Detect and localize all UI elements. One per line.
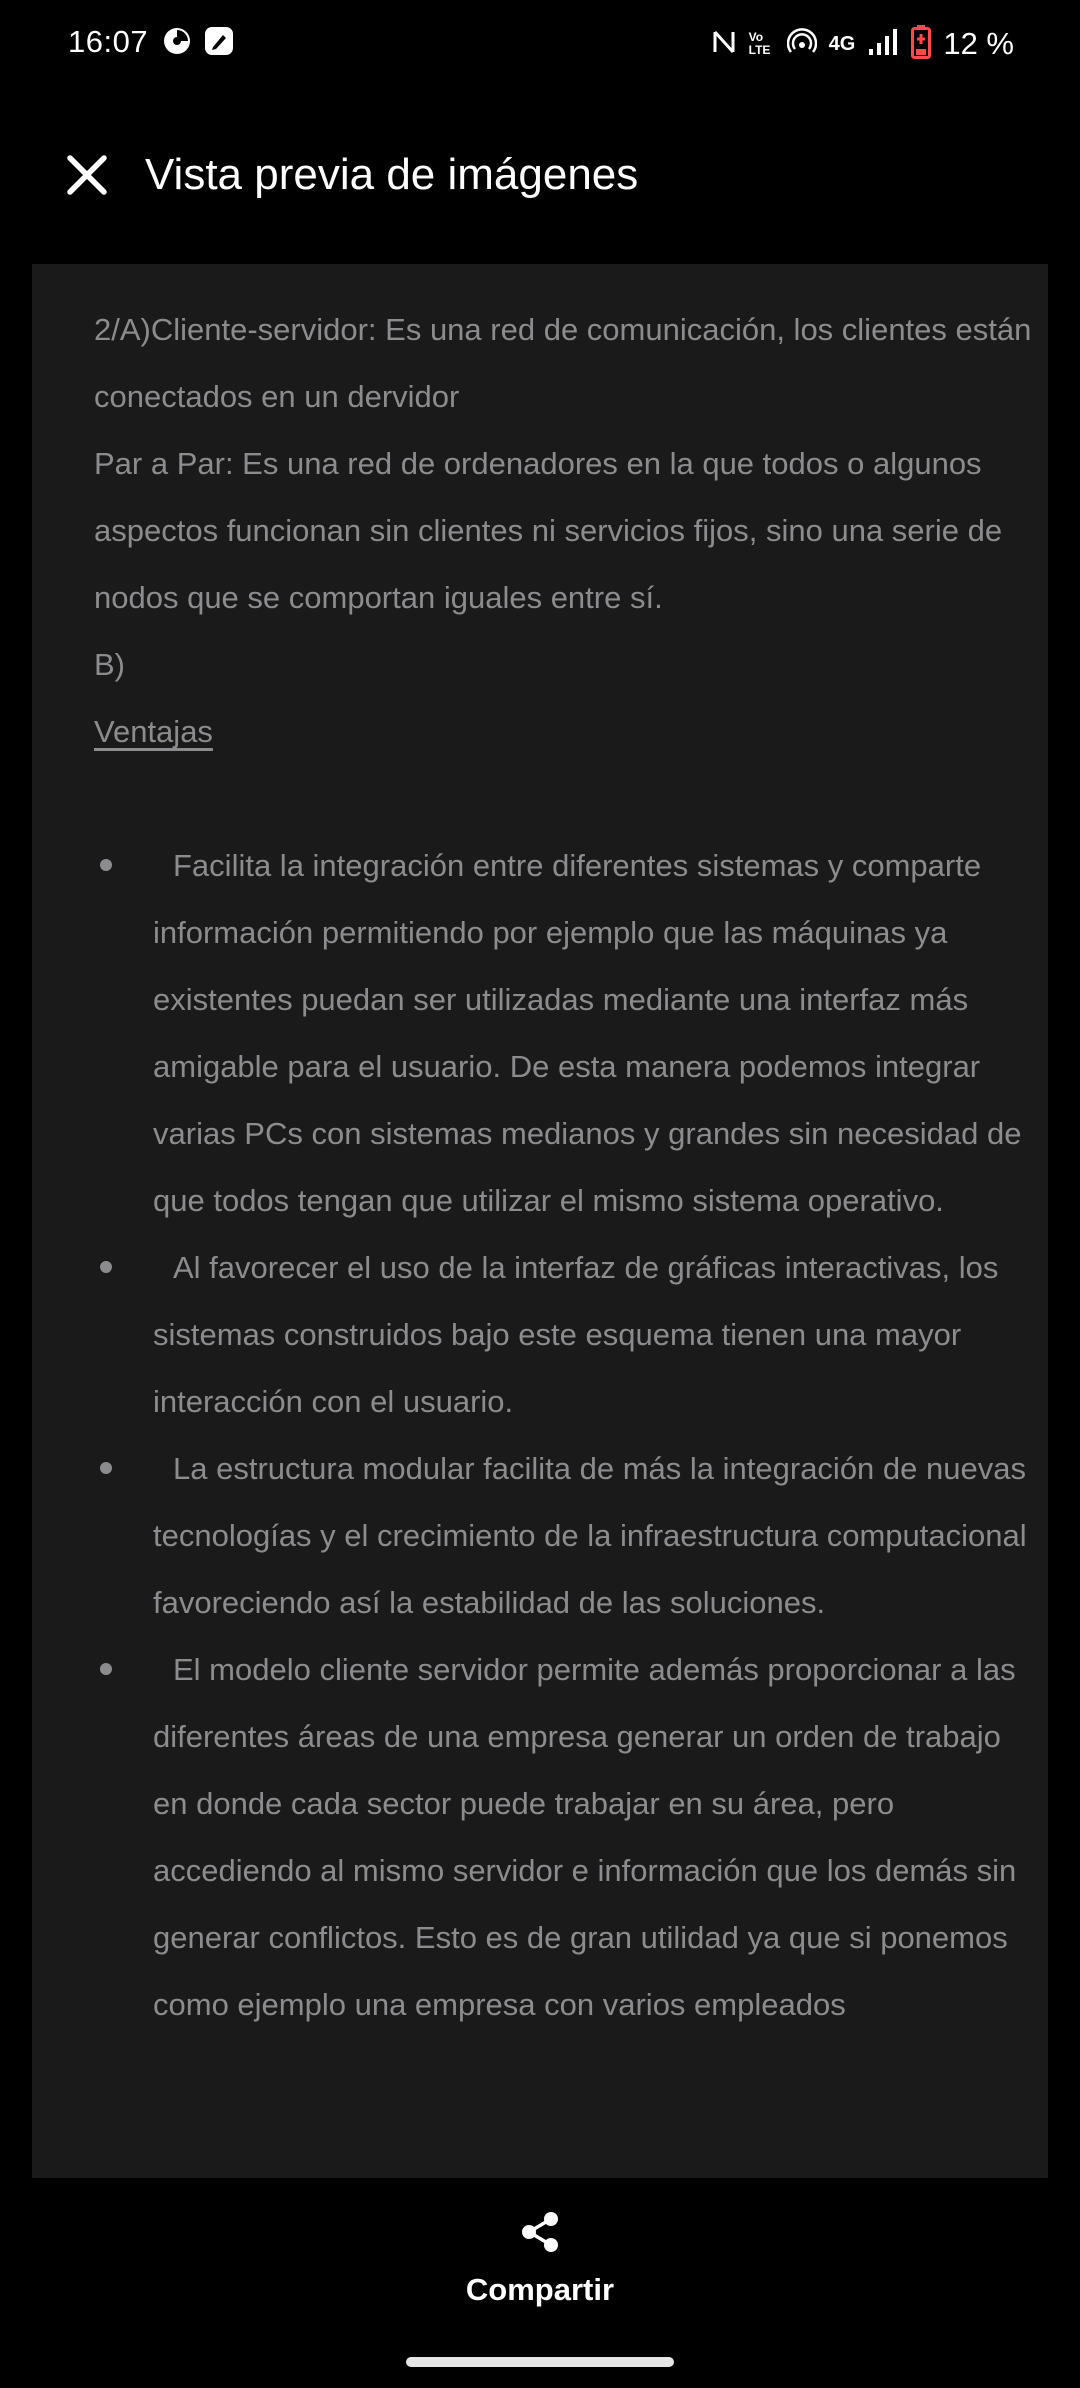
advantages-list [94,832,1034,2038]
image-preview[interactable] [32,264,1048,2194]
network-type: 4G [828,32,856,55]
bullet-icon [100,1663,112,1675]
share-button[interactable] [440,2208,640,2318]
share-label: Compartir [465,2272,615,2307]
bullet-icon [100,1462,112,1474]
bullet-icon [100,1261,112,1273]
close-icon [58,146,116,204]
battery-percent: 12 % [943,26,1014,61]
status-icons [711,24,1014,64]
hotspot-icon [787,27,817,62]
list-item: Facilita la integración entre diferentes sistemas y comparte información permitiendo por ejemplo que las máquinas ya existentes puedan ser utilizadas mediante una interfaz más amigable para el usuario. De esta manera podemos integrar varias PCs con sistemas medianos y grandes sin necesidad de que todos tengan que utilizar el mismo sistema operativo. [94,832,1034,1234]
paragraph-b: B) [94,647,125,682]
app-bar [0,120,1080,240]
app-icon-2 [204,26,234,56]
heading-ventajas: Ventajas [94,714,213,749]
list-item: El modelo cliente servidor permite además proporcionar a las diferentes áreas de una empresa generar un orden de trabajo en donde cada sector puede trabajar en su área, pero accediendo al mismo servidor e información que los demás sin generar conflictos. Esto es de gran utilidad ya que si ponemos como ejemplo una empresa con varios empleados [94,1636,1034,2038]
paragraph-peer-to-peer: Par a Par: Es una red de ordenadores en la que todos o algunos aspectos funcionan sin clientes ni servicios fijos, sino una serie de nodos que se comportan iguales entre sí. [94,446,1003,615]
bottom-bar [0,2178,1080,2388]
signal-icon [867,27,899,62]
volte-icon: Vo LTE [748,30,771,57]
document-text [94,264,1034,2038]
battery-low-icon [911,25,931,64]
share-icon [518,2210,562,2254]
status-time: 16:07 [68,24,149,59]
nfc-icon [711,27,737,62]
list-item: Al favorecer el uso de la interfaz de gráficas interactivas, los sistemas construidos bajo este esquema tienen una mayor interacción con el usuario. [94,1234,1034,1435]
close-button[interactable] [58,146,116,204]
paragraph-client-server: 2/A)Cliente-servidor: Es una red de comunicación, los clientes están conectados en un dervidor [94,312,1032,414]
home-indicator[interactable] [406,2357,674,2367]
status-bar [0,0,1080,90]
app-icon-1 [162,26,192,56]
list-item: La estructura modular facilita de más la integración de nuevas tecnologías y el crecimiento de la infraestructura computacional favoreciendo así la estabilidad de las soluciones. [94,1435,1034,1636]
page-title: Vista previa de imágenes [145,150,639,199]
bullet-icon [100,859,112,871]
